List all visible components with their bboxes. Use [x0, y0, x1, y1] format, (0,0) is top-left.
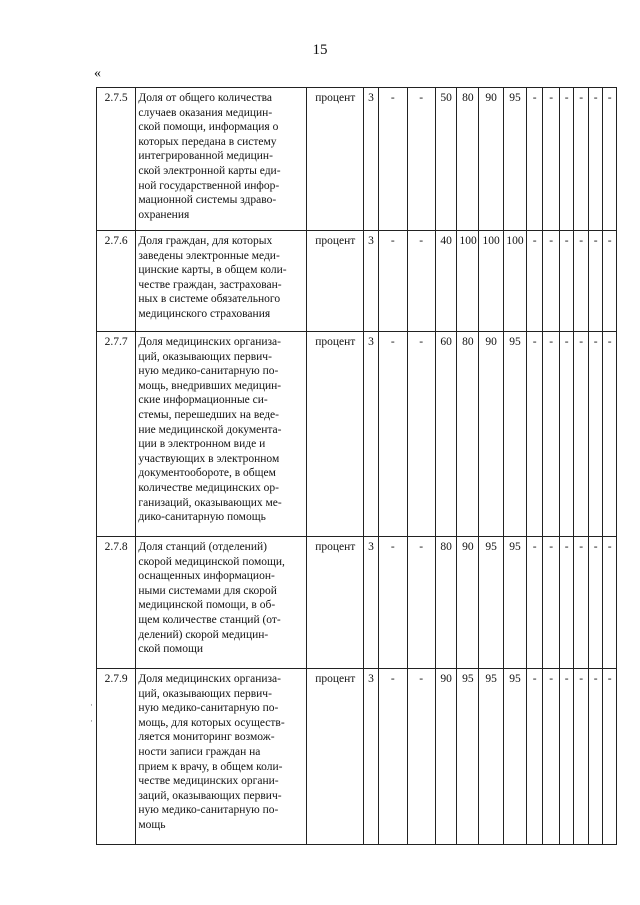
indicator-base-value: 3	[364, 669, 379, 845]
description-line: медицинского страхования	[138, 307, 271, 320]
indicator-year-value: -	[378, 537, 407, 669]
indicator-year-value: -	[543, 231, 560, 332]
indicator-year-value: 95	[457, 669, 479, 845]
indicator-code: 2.7.7	[97, 332, 136, 537]
indicator-year-value: -	[603, 332, 617, 537]
indicator-description	[136, 88, 307, 231]
indicator-year-value: 95	[504, 332, 527, 537]
indicator-year-value: -	[378, 669, 407, 845]
description-line: Доля медицинских организа-	[138, 673, 281, 685]
indicator-year-value: 95	[479, 669, 504, 845]
description-line: ности записи граждан на	[138, 745, 261, 758]
description-line: количестве медицинских ор-	[138, 481, 279, 494]
indicator-year-value: -	[603, 669, 617, 845]
indicator-unit: процент	[307, 231, 364, 332]
indicator-base-value: 3	[364, 537, 379, 669]
description-line: ными системами для скорой	[138, 584, 277, 597]
description-line: цинские карты, в общем коли-	[138, 264, 287, 277]
description-line: ции в электронном виде и	[138, 438, 266, 451]
indicator-unit: процент	[307, 537, 364, 669]
indicator-year-value: 90	[457, 537, 479, 669]
description-line: честве граждан, застрахован-	[138, 278, 282, 291]
description-line: которых передана в систему	[138, 135, 277, 148]
indicator-year-value: 100	[457, 231, 479, 332]
description-line: ние медицинской документа-	[138, 423, 282, 436]
description-line: дико-санитарную помощь	[138, 511, 266, 524]
indicator-description	[136, 332, 307, 537]
opening-quote-mark: «	[94, 66, 101, 81]
description-line: ную медико-санитарную по-	[138, 702, 279, 715]
indicator-year-value: 95	[504, 669, 527, 845]
indicator-code: 2.7.5	[97, 88, 136, 231]
indicator-year-value: 100	[479, 231, 504, 332]
indicator-year-value: -	[574, 88, 589, 231]
indicator-year-value: 80	[457, 88, 479, 231]
indicator-year-value: -	[407, 88, 435, 231]
indicator-year-value: -	[378, 88, 407, 231]
indicator-year-value: 80	[435, 537, 457, 669]
indicator-row	[97, 231, 617, 332]
indicator-year-value: 100	[504, 231, 527, 332]
description-line: Доля граждан, для которых	[138, 235, 273, 247]
indicator-base-value: 3	[364, 88, 379, 231]
indicator-year-value: 90	[479, 332, 504, 537]
description-line: стемы, перешедших на веде-	[138, 408, 279, 421]
indicator-year-value: -	[559, 669, 574, 845]
description-line: оснащенных информацион-	[138, 570, 275, 583]
indicator-description	[136, 231, 307, 332]
indicator-year-value: 90	[479, 88, 504, 231]
page-number: 15	[312, 42, 328, 58]
description-line: мощь, для которых осуществ-	[138, 716, 285, 729]
indicator-year-value: -	[559, 332, 574, 537]
indicator-year-value: 80	[457, 332, 479, 537]
indicator-row	[97, 88, 617, 231]
description-line: Доля станций (отделений)	[138, 541, 267, 553]
description-line: ной государственной инфор-	[138, 179, 280, 192]
indicator-year-value: -	[603, 88, 617, 231]
indicator-year-value: -	[574, 537, 589, 669]
description-line: охранения	[138, 208, 190, 221]
indicator-year-value: 90	[435, 669, 457, 845]
description-line: ных в системе обязательного	[138, 293, 281, 306]
description-line: ную медико-санитарную по-	[138, 365, 279, 378]
indicator-year-value: -	[407, 537, 435, 669]
indicator-year-value: -	[588, 537, 603, 669]
indicator-year-value: 95	[479, 537, 504, 669]
indicator-year-value: -	[543, 332, 560, 537]
description-line: участвующих в электронном	[138, 452, 280, 465]
indicator-year-value: -	[378, 231, 407, 332]
indicator-year-value: 95	[504, 88, 527, 231]
indicator-year-value: -	[559, 537, 574, 669]
description-line: ской помощи	[138, 643, 203, 656]
description-line: ской помощи, информация о	[138, 121, 279, 134]
description-line: случаев оказания медицин-	[138, 106, 273, 119]
indicator-year-value: -	[588, 88, 603, 231]
description-line: ную медико-санитарную по-	[138, 804, 279, 817]
indicator-base-value: 3	[364, 332, 379, 537]
indicator-year-value: -	[559, 231, 574, 332]
description-line: ские информационные си-	[138, 394, 268, 407]
indicator-code: 2.7.8	[97, 537, 136, 669]
indicator-year-value: 60	[435, 332, 457, 537]
description-line: медицинской помощи, в об-	[138, 599, 276, 612]
indicator-base-value: 3	[364, 231, 379, 332]
indicator-year-value: 50	[435, 88, 457, 231]
indicator-year-value: -	[526, 231, 543, 332]
description-line: Доля медицинских организа-	[138, 336, 281, 348]
description-line: ской электронной карты еди-	[138, 164, 281, 177]
description-line: мощь	[138, 818, 166, 831]
indicator-unit: процент	[307, 332, 364, 537]
indicator-row	[97, 332, 617, 537]
indicator-year-value: 95	[504, 537, 527, 669]
indicator-year-value: -	[543, 669, 560, 845]
description-line: делений) скорой медицин-	[138, 628, 269, 641]
indicator-year-value: -	[574, 669, 589, 845]
description-line: заций, оказывающих первич-	[138, 789, 282, 802]
description-line: ций, оказывающих первич-	[138, 350, 272, 363]
indicator-row	[97, 669, 617, 845]
description-line: заведены электронные меди-	[138, 249, 280, 262]
indicator-row	[97, 537, 617, 669]
indicator-table	[96, 87, 617, 845]
indicator-year-value: -	[588, 231, 603, 332]
indicator-year-value: -	[603, 537, 617, 669]
indicator-year-value: -	[407, 669, 435, 845]
scan-speck: ·	[90, 700, 93, 710]
description-line: ганизаций, оказывающих ме-	[138, 496, 282, 509]
indicator-year-value: -	[588, 332, 603, 537]
indicator-year-value: -	[526, 537, 543, 669]
indicator-description	[136, 537, 307, 669]
description-line: ций, оказывающих первич-	[138, 687, 272, 700]
indicator-year-value: -	[559, 88, 574, 231]
indicator-unit: процент	[307, 88, 364, 231]
description-line: документообороте, в общем	[138, 467, 276, 480]
description-line: скорой медицинской помощи,	[138, 555, 285, 568]
description-line: интегрированной медицин-	[138, 150, 273, 163]
description-line: Доля от общего количества	[138, 92, 273, 104]
indicator-year-value: 40	[435, 231, 457, 332]
description-line: честве медицинских органи-	[138, 775, 279, 788]
description-line: ляется мониторинг возмож-	[138, 731, 275, 744]
indicator-code: 2.7.6	[97, 231, 136, 332]
indicator-year-value: -	[588, 669, 603, 845]
indicator-year-value: -	[526, 88, 543, 231]
indicator-year-value: -	[574, 231, 589, 332]
indicator-unit: процент	[307, 669, 364, 845]
description-line: мощь, внедривших медицин-	[138, 379, 282, 392]
indicator-year-value: -	[526, 669, 543, 845]
indicator-description	[136, 669, 307, 845]
indicator-year-value: -	[574, 332, 589, 537]
indicator-year-value: -	[526, 332, 543, 537]
indicator-year-value: -	[543, 88, 560, 231]
indicator-code: 2.7.9	[97, 669, 136, 845]
indicator-year-value: -	[407, 332, 435, 537]
indicator-year-value: -	[407, 231, 435, 332]
description-line: прием к врачу, в общем коли-	[138, 760, 283, 773]
description-line: мационной системы здраво-	[138, 194, 277, 207]
indicator-year-value: -	[543, 537, 560, 669]
indicator-year-value: -	[603, 231, 617, 332]
scan-speck: ·	[90, 716, 93, 726]
indicator-year-value: -	[378, 332, 407, 537]
description-line: щем количестве станций (от-	[138, 613, 281, 626]
